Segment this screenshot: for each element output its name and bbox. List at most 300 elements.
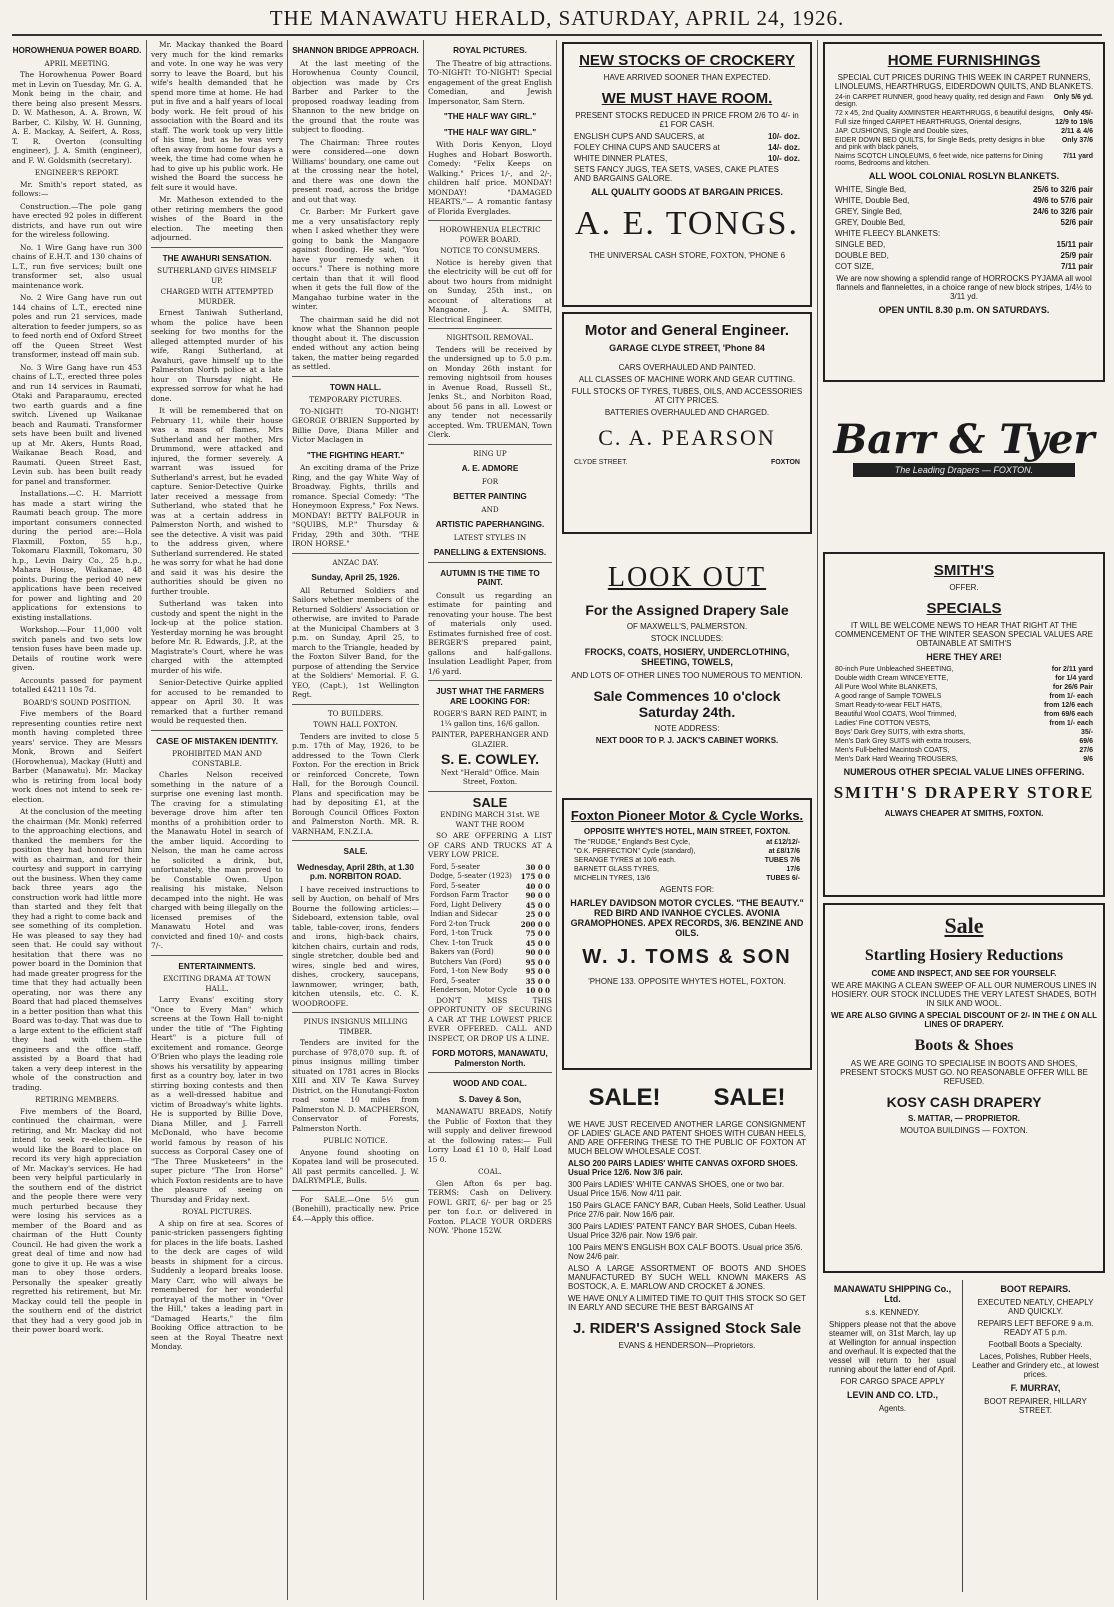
item-label: 24-in CARPET RUNNER, good heavy quality, red design and Fawn design. — [835, 94, 1044, 108]
ad-text: 'PHONE 133. OPPOSITE WHYTE'S HOTEL, FOXTON. — [588, 977, 786, 986]
item-price: from 12/6 each — [1043, 702, 1093, 709]
paragraph: Ernest Taniwah Sutherland, whom the police have been seeking for two months for the alleged attempted murder of his wife, Rangi Sutherland, at Awahuri, gave himself up to the Palmerston North police at a late hour on Thursday night. He expressed sorrow for what he had done. — [151, 308, 283, 403]
paragraph: A ship on fire at sea. Scores of panic-stricken passengers fighting for places in the life boats. Lashed to the deck are cages of wild beasts in shipment for a circus. Suddenly a leopard breaks loose. Mary Carr, who will always be remembered for her wonderful portrayal of the mother in "Over the Hill," takes a leading part in "Damaged Hearts," the film Booking Office attraction to be seen at the Royal Theatre next Monday. — [151, 1218, 283, 1351]
paragraph: The Theatre of big attractions. TO-NIGHT! TO-NIGHT! Special engagement of the great English Comedian, and Jewish Impersonator, Sam Stern. — [428, 58, 552, 106]
paragraph: The Horowhenua Power Board met in Levin on Tuesday, Mr. G. A. Monk being in the chair, and there being also present Messrs. D. W. Matheson, A. A. Brown, W. Barber, C. Kilsby, W. H. Gunning, A. E. Mackay, A. Seifert, A. Ross, T. R. Overton (consulting engineer), J. A. Smith (engineer), and F. W. Goldsmith (secretary). — [12, 70, 142, 165]
item-label: 80-inch Pure Unbleached SHEETING, — [835, 666, 954, 673]
item-label: Chev. 1-ton Truck — [430, 938, 493, 947]
price-row — [835, 128, 1093, 135]
item-label: Ford, 5-seater — [430, 881, 480, 890]
subhead: ANZAC DAY. — [332, 557, 379, 567]
price-row — [835, 702, 1093, 709]
ad-text: ALL CLASSES OF MACHINE WORK AND GEAR CUTTING. — [578, 375, 796, 384]
price-row — [835, 207, 1093, 216]
item-price: 10 0 0 — [525, 986, 550, 995]
subhead: AND — [481, 504, 499, 514]
ad-headline: WE MUST HAVE ROOM. — [601, 90, 773, 107]
feature-title: PANELLING & EXTENSIONS. — [433, 548, 547, 557]
advertiser-name: J. RIDER'S Assigned Stock Sale — [572, 1320, 802, 1337]
ad-text: AGENTS FOR: — [659, 885, 715, 894]
feature-title: BETTER PAINTING — [453, 492, 527, 501]
item-price: 75 0 0 — [525, 929, 550, 938]
price-row — [835, 720, 1093, 727]
item-label: Butchers Van (Ford) — [430, 957, 502, 966]
item-price: at £8/17/6 — [768, 848, 800, 855]
ad-text: We are now showing a splendid range of HORROCKS PYJAMA all wool flannels and flannelettes, in a choice range of new block stripes, 1/4½ to 3/11 yd. — [836, 274, 1092, 301]
ad-crockery — [562, 42, 812, 307]
subhead: TOWN HALL FOXTON. — [313, 720, 398, 729]
item-price: 10/- doz. — [767, 132, 800, 141]
advertiser-name: SMITH'S DRAPERY STORE — [833, 783, 1095, 802]
item-label: SERANGE TYRES at 10/6 each. — [574, 857, 676, 864]
subhead: CHARGED WITH ATTEMPTED MURDER. — [160, 287, 274, 306]
ad-text: NEXT DOOR TO P. J. JACK'S CABINET WORKS. — [595, 736, 779, 745]
ad-text: HARLEY DAVIDSON MOTOR CYCLES. "THE BEAUTY." RED BIRD AND IVANHOE CYCLES. AVONIA GRAMOPHONES. APEX RECORDS, 3/6. BENZINE AND OILS. — [570, 898, 804, 938]
paragraph: Construction.—The pole gang have erected 92 poles in different districts, and have run out wire for the wireless following. — [12, 201, 142, 239]
item-price: 40 0 0 — [525, 881, 550, 891]
paragraph: At the last meeting of the Horowhenua County Council, objection was made by Crs Barber and Parker to the proposed roadway leading from Shannon to the new bridge on the ground that the route was subject to flooding. — [292, 58, 419, 134]
price-row — [835, 218, 1093, 227]
ad-headline: LOOK OUT — [607, 562, 767, 593]
ad-text: SPECIAL CUT PRICES DURING THIS WEEK IN CARPET RUNNERS, LINOLEUMS, HEARTHRUGS, EIDERDOWN QUILTS, AND BLANKETS. — [834, 73, 1094, 91]
item-price: 9/6 — [1083, 756, 1093, 763]
paragraph: Mr. Matheson extended to the other retiring members the good wishes of the Board in the election. The meeting then adjourned. — [151, 195, 283, 242]
ad-headline: Sale Commences 10 o'clock Saturday 24th. — [593, 688, 781, 720]
item-label: FOLEY CHINA CUPS AND SAUCERS at — [574, 143, 720, 152]
paragraph: It will be remembered that on February 11, while their house was a mass of flames, Mrs Sutherland and her mother, Mrs Drummond, were attacked and injured, the former severely. A warrant was issued for Sutherland's arrest, but he evaded capture. Senior-Detective Quirke later received a message from Sutherland, who stated that he was at a certain address in Palmerston North, and wished to see the detective. A visit was paid to the address given, where Sutherland surrendered. He stated he was sorry for what he had done and said it was his desire the authorities should be given no further trouble. — [151, 406, 283, 596]
item-label: Boys' Dark Grey SUITS, with extra shorts, — [835, 729, 966, 736]
item-label: Ford 2-ton Truck — [430, 919, 491, 928]
subhead: EXCITING DRAMA AT TOWN HALL. — [163, 974, 271, 993]
headline: TOWN HALL. — [329, 382, 382, 392]
price-row — [835, 94, 1093, 108]
item-price: 15/11 pair — [1056, 240, 1093, 249]
item-price: 90 0 0 — [525, 891, 550, 900]
price-row — [430, 958, 550, 968]
ad-text: FULL STOCKS OF TYRES, TUBES, OILS, AND ACCESSORIES AT CITY PRICES. — [571, 387, 803, 405]
item-price: 49/6 to 57/6 pair — [1032, 196, 1093, 205]
headline: SALE. — [343, 847, 368, 856]
headline: SALE — [472, 794, 508, 810]
item-price: 52/6 pair — [1060, 218, 1093, 227]
ad-text: NOTE ADDRESS: — [654, 724, 720, 733]
ad-barr-tyer — [823, 386, 1105, 546]
price-row — [835, 110, 1093, 117]
item-label: Beautiful Wool COATS, Wool Trimmed, — [835, 711, 957, 718]
price-row — [430, 901, 550, 911]
price-row — [430, 891, 550, 901]
item-label: All Pure Wool White BLANKETS, — [835, 684, 938, 691]
item-label: JAP. CUSHIONS, Single and Double sizes, — [835, 128, 969, 135]
subhead: NOTICE TO CONSUMERS. — [440, 246, 540, 255]
subhead: BOARD'S SOUND POSITION. — [22, 697, 132, 707]
price-row — [430, 977, 550, 987]
price-row — [835, 196, 1093, 205]
paragraph: SO ARE OFFERING A LIST OF CARS AND TRUCKS AT A VERY LOW PRICE. — [428, 831, 552, 859]
ad-headline: SALE! — [713, 1084, 786, 1111]
ad-headline: SALE! — [588, 1084, 661, 1111]
item-price: TUBES 6/- — [766, 875, 800, 882]
ad-boot-repairs — [966, 1280, 1105, 1592]
ad-headline: Sale — [944, 913, 984, 938]
subhead: RING UP — [473, 448, 507, 458]
paragraph: TO-NIGHT! TO-NIGHT! GEORGE O'BRIEN Supported by Billie Dove, Diana Miller and Victor Maclagen in — [292, 406, 419, 444]
price-row — [835, 729, 1093, 736]
paragraph: No. 2 Wire Gang have run out 144 chains of L.T., erected nine poles and run 21 services, made alteration to feeder jumpers, so as to feed north end of Oxford Street off the Queen Street West transformer, instead off main sub. — [12, 293, 142, 359]
price-row — [835, 240, 1093, 249]
price-list — [825, 94, 1103, 167]
price-row — [574, 839, 800, 846]
price-row — [574, 132, 800, 141]
item-price: for 1/4 yard — [1055, 675, 1093, 682]
ad-text: STOCK INCLUDES: — [650, 634, 724, 643]
paragraph: Sutherland was taken into custody and spent the night in the lock-up at the police station. Yesterday morning he was brought before Mr. R. Edwards, J.P., at the Magistrate's Court, where he was charged with the attempted murder of his wife. — [151, 599, 283, 675]
item-price: 35 0 0 — [525, 976, 550, 986]
ad-text: REPAIRS LEFT BEFORE 9 a.m. READY AT 5 p.m. — [977, 1319, 1094, 1337]
price-list — [564, 132, 810, 183]
masthead-rule — [12, 34, 1102, 36]
ad-text: ALWAYS CHEAPER AT SMITHS, FOXTON. — [884, 809, 1044, 818]
paragraph: For SALE.—One 5½ gun (Bonehill), practically new. Price £4.—Apply this office. — [292, 1194, 419, 1223]
paragraph: All Returned Soldiers and Sailors whether members of the Returned Soldiers' Association or otherwise, are invited to Parade at the Municipal Chambers at 3 p.m. on Sunday, April 25, to march to the Triangle, headed by the Foxton Silver Band, for the purpose of attending the Service at the Soldiers' Memorial. F. G. YEO, (Capt.), 1st Wellington Regt. — [292, 585, 419, 699]
paragraph: Tenders are invited to close 5 p.m. 17th of May, 1926, to be addressed to the Town Clerk Foxton. For the erection in Brick or reinforced Concrete, Town Hall, for the Borough Council. Plans and specification may be had by depositing £1, at the Borough Council Offices Foxton and Palmerston North. MR. R. VARNHAM, F.N.Z.I.A. — [292, 731, 419, 836]
ad-headline: SMITH'S — [933, 562, 995, 579]
paragraph: Anyone found shooting on Kopatea land will be prosecuted. All past permits cancelled. J. W. DALRYMPLE, Bulls. — [292, 1147, 419, 1185]
item-price: 17/6 — [786, 866, 800, 873]
ad-text: BATTERIES OVERHAULED AND CHARGED. — [604, 408, 770, 417]
price-row — [835, 711, 1093, 718]
ad-text: WE ARE MAKING A CLEAN SWEEP OF ALL OUR NUMEROUS LINES IN HOSIERY. OUR STOCK INCLUDES THE VERY LATEST SHADES, BOTH IN SILK AND WOOL. — [831, 981, 1097, 1008]
ad-kosy-cash-drapery — [823, 903, 1105, 1273]
column-4 — [428, 40, 552, 1600]
ad-text: PRESENT STOCKS REDUCED IN PRICE FROM 2/6 TO 4/- in £1 FOR CASH. — [575, 111, 799, 129]
ad-text: Shippers please not that the above steamer will, on 31st March, lay up at Wellington for annual inspection and overhaul. It is expected that the vessel will return to her usual running about the latter end of April. — [829, 1320, 956, 1374]
subhead: APRIL MEETING. — [44, 58, 110, 68]
paragraph: Mr. Smith's report stated, as follows:— — [12, 179, 142, 198]
subhead: Next "Herald" Office. Main Street, Foxton. — [440, 767, 540, 786]
item-label: A good range of Sample TOWELS — [835, 693, 942, 700]
feature-title: "THE HALF WAY GIRL." — [443, 127, 537, 137]
price-row — [835, 153, 1093, 167]
subhead: PUBLIC NOTICE. — [323, 1136, 388, 1145]
item-label: GREY, Single Bed, — [835, 207, 903, 216]
paragraph: DON'T MISS THIS OPPORTUNITY OF SECURING A CAR AT THE LOWEST PRICE EVER OFFERED. CALL AND INSPECT, OR DROP US A LINE. — [428, 995, 552, 1043]
subhead: COAL. — [478, 1167, 502, 1176]
paragraph: Cr. Barber: Mr Furkert gave me a very unsatisfactory reply when I asked whether they were going to bank the Mangaore against flooding. He said, "You have your remedy when it occurs." There is nothing more certain than that it will flood when it gets the full flow of the Mangahao turbine water in the winter. — [292, 207, 419, 311]
advertiser-name: A. E. TONGS. — [575, 205, 799, 242]
advertiser-name: S. E. COWLEY. — [440, 751, 539, 767]
ad-text: Laces, Polishes, Rubber Heels, Leather and Grindery etc., at lowest prices. — [972, 1352, 1099, 1379]
paragraph: The chairman said he did not know what the Shannon people thought about it. The discussion ended without any action being taken, the matter being regarded as settled. — [292, 314, 419, 371]
ad-text: WE HAVE JUST RECEIVED ANOTHER LARGE CONSIGNMENT OF LADIES' GLACE AND PATENT SHOES WITH CUBAN HEELS, AND ARE OFFERING THESE TO THE PUBLIC OF FOXTON AT MUCH BELOW WHOLESALE COST. — [568, 1120, 806, 1156]
item-label: Ford, 1-ton New Body — [430, 967, 508, 975]
item-price: at £12/12/- — [766, 839, 800, 846]
ad-headline: Motor and General Engineer. — [584, 322, 790, 339]
headline: ENTERTAINMENTS. — [178, 961, 256, 971]
subhead: TO BUILDERS. — [327, 708, 384, 718]
date-line: Wednesday, April 28th, at 1.30 p.m. NORBITON ROAD. — [297, 862, 414, 881]
paragraph: With Doris Kenyon, Lloyd Hughes and Hobart Bosworth. Comedy: "Felix Keeps on Walking." Prices 1/-, and 2/-, children half price. MONDAY! MONDAY! "DAMAGED HEARTS."— A romantic fantasy of Florida Everglades. — [428, 140, 552, 216]
ad-text: ALSO A LARGE ASSORTMENT OF BOOTS AND SHOES MANUFACTURED BY SUCH WELL KNOWN MAKERS AS BOSTOCK, A. E. MARLOW AND CROCKET & JONES. — [568, 1264, 806, 1291]
item-label: The "RUDGE," England's Best Cycle, — [574, 839, 691, 846]
advertiser-name: KOSY CASH DRAPERY — [886, 1094, 1042, 1110]
paragraph: An exciting drama of the Prize Ring, and the gay White Way of Broadway. Fights, thrills and romance. Special Comedy: "The Honeymoon Express," Fox News. MONDAY! BETTY BALFOUR in "SQUIBS, M.P." Thursday & Friday, 29th and 30th. "THE IRON HORSE." — [292, 463, 419, 548]
item-label: Ford, 5-seater — [430, 976, 480, 985]
headline: WOOD AND COAL. — [453, 1079, 527, 1088]
paragraph: Mr. Mackay thanked the Board very much for the kind remarks and vote. In one way he was very sorry to leave the Board, but his wife's health demanded that he spend more time at home. He had put in five and a half years of local body work. He felt proud of his association with the Board and its staff. The work took up very little of his time, but as he was very often away from home four days a week, the time had come when he had to give up his public work. He wished the Board the success he felt sure it would have. — [151, 40, 283, 192]
item-label: WHITE, Single Bed, — [835, 185, 907, 194]
ad-text: HERE THEY ARE! — [926, 652, 1002, 662]
column-2 — [151, 40, 283, 1600]
ad-text: ALSO 200 PAIRS LADIES' WHITE CANVAS OXFORD SHOES. Usual Price 12/6. Now 3/6 pair. — [568, 1159, 798, 1177]
subhead: LATEST STYLES IN — [453, 532, 527, 542]
price-row — [835, 229, 1093, 238]
item-label: Fordson Farm Tractor — [430, 891, 509, 899]
price-row — [574, 848, 800, 855]
subhead: SUTHERLAND GIVES HIMSELF UP. — [157, 266, 277, 285]
subhead: ROGER'S BARN RED PAINT, in 1¼ gallon tins, 16/6 gallon. — [433, 709, 547, 728]
ad-text: OPPOSITE WHYTE'S HOTEL, MAIN STREET, FOXTON. — [583, 827, 791, 836]
item-price: for 2/11 yard — [1051, 666, 1093, 673]
item-price: 95 0 0 — [525, 967, 550, 976]
ad-shipping — [823, 1280, 963, 1592]
item-price: 175 0 0 — [520, 872, 550, 881]
paragraph: I have received instructions to sell by Auction, on behalf of Mrs Bourne the following articles:—Sideboard, extension table, oval table, table-cover, irons, fenders and irons, high-back chairs, kitchen chairs, curtain and rods, single stretcher, double bed and wires, single bed and wires, dishes, crockery, saucepans, lawnmower, wringer, bath, kitchen utensils, etc. C. K. WOODROOFE. — [292, 884, 419, 1008]
ad-headline: NEW STOCKS OF CROCKERY — [579, 52, 795, 69]
item-label: Full size fringed CARPET HEARTHRUGS, Oriental designs, — [835, 119, 1022, 126]
ad-text: MOUTOA BUILDINGS — FOXTON. — [900, 1126, 1028, 1135]
ad-text: FROCKS, COATS, HOSIERY, UNDERCLOTHING, SHEETING, TOWELS, — [584, 647, 790, 667]
price-row — [430, 948, 550, 958]
column-1 — [12, 40, 142, 1600]
item-label: SINGLE BED, — [835, 240, 886, 249]
ad-text: OF MAXWELL'S, PALMERSTON. — [626, 622, 748, 631]
column-rule — [556, 40, 557, 1600]
item-price: 200 0 0 — [520, 919, 550, 929]
item-price: 25 0 0 — [525, 910, 550, 919]
price-row — [835, 119, 1093, 126]
paragraph: Five members of the Board, continued the chairman, were retiring, and Mr. Mackay did not intend to seek re-election. He would like the Board to place on record its very high appreciation of Mr. Mackay's services. He had been very helpful particularly in the southern end of the district and the people there were very much perturbed because they were losing his services as a member of the Board and as chairman of the Hutt County Council. He had given the work a great deal of time and now had gone to give it up. He was a wise man to obey those orders. Personally the speaker greatly regretted his retirement, but Mr. Mackay could tell the people in the southern end of the district that they had a very good job in their power board work. — [12, 1106, 142, 1334]
paragraph: Five members of the Board representing counties retire next month having completed three years' service. They are Messrs Monk, Brown and Seifert (Horowhenua), Mackay (Hutt) and Barber (Manawatu). Mr. Mackay who is retiring from local body work does not intend to seek re-election. — [12, 709, 142, 804]
store-logo: Barr & Tyer — [833, 416, 1095, 463]
headline: CASE OF MISTAKEN IDENTITY. — [156, 736, 278, 746]
column-3 — [292, 40, 419, 1600]
column-rule — [146, 40, 147, 1600]
item-label: EIDER DOWN BED QUILTS, for Single Beds, pretty designs in blue and pink with black panels, — [835, 137, 1045, 151]
item-price: Only 45/- — [1063, 110, 1093, 117]
price-row — [835, 747, 1093, 754]
item-label: COT SIZE, — [835, 262, 874, 271]
item-label: WHITE, Double Bed, — [835, 196, 910, 205]
subhead: HOROWHENUA ELECTRIC POWER BOARD. — [439, 225, 541, 244]
paragraph: MANAWATU BREADS, Notify the Public of Foxton that they will supply and deliver firewood at the following rates:— Full Lorry Load £1 10 0, Half Load 15 0. — [428, 1107, 552, 1164]
price-row — [835, 756, 1093, 763]
ad-text: AS WE ARE GOING TO SPECIALISE IN BOOTS AND SHOES, PRESENT STOCKS MUST GO. NO REASONABLE OFFER WILL BE REFUSED. — [840, 1059, 1088, 1086]
item-label: Ford, 1-ton Truck — [430, 929, 493, 937]
ad-text: BOOT REPAIRER, HILLARY STREET. — [984, 1397, 1087, 1415]
feature-title: ARTISTIC PAPERHANGING. — [435, 520, 545, 529]
price-row — [574, 154, 800, 163]
subhead: PINUS INSIGNUS MILLING TIMBER. — [303, 1017, 408, 1036]
headline: AUTUMN IS THE TIME TO PAINT. — [440, 568, 540, 587]
price-row — [835, 738, 1093, 745]
ad-text: HAVE ARRIVED SOONER THAN EXPECTED. — [603, 73, 771, 82]
ad-text: OFFER. — [949, 583, 979, 592]
item-label: Men's Dark Hard Wearing TROUSERS, — [835, 756, 958, 763]
column-rule — [423, 40, 424, 1600]
price-row — [430, 986, 550, 996]
ad-text: WE ARE ALSO GIVING A SPECIAL DISCOUNT OF 2/- IN THE £ ON ALL LINES OF DRAPERY. — [831, 1011, 1097, 1029]
price-row — [835, 675, 1093, 682]
price-row — [430, 882, 550, 892]
paragraph: The Chairman: Three routes were considered—one down Williams' boundary, one came out at the crossing near the hotel, and there was one down the present road, across the bridge and out that way. — [292, 137, 419, 204]
price-row — [835, 666, 1093, 673]
ad-text: GARAGE CLYDE STREET, 'Phone 84 — [609, 343, 765, 353]
headline: THE AWAHURI SENSATION. — [162, 253, 272, 263]
advertiser-name: C. A. PEARSON — [598, 425, 776, 450]
paragraph: Larry Evans' exciting story "Once to Every Man" which screens at the Town Hall to-night under the title of "The Fighting Heart" is a picture full of excitement and romance. George O'Brien who plays the leading role shows his versatility by appearing first as a country boy, later in two stirring boxing contests and then as a well-dressed habitue and victim of Broadway's white lights. He is supported by Billie Dove, Diana Miller, and J. Farrell McDonald, who have become world famous by reason of his success as Corporal Casey one of "The Three Musketeers" in the super picture "The Iron Horse" which Foxton residents are to have the pleasure of seeing on Thursday and Friday next. — [151, 995, 283, 1204]
item-price: 7/11 yard — [1063, 153, 1093, 160]
item-price: from 1/- each — [1049, 720, 1093, 727]
ad-text: S. MATTAR, — PROPRIETOR. — [907, 1114, 1020, 1123]
item-label: Indian and Sidecar — [430, 910, 498, 918]
ad-text: THE UNIVERSAL CASH STORE, FOXTON, 'PHONE 6 — [588, 251, 786, 260]
item-label: Bakers van (Ford) — [430, 948, 494, 956]
price-row — [430, 910, 550, 920]
price-row — [835, 262, 1093, 271]
paragraph: Tenders are invited for the purchase of 978,070 sup. ft. of pinus insignus milling timber situated on 1781 acres in Blocks XIII and XIV Te Kawa Survey District, on the Hunutangi-Foxton road some 10 miles from Palmerston N. D. MACPHERSON, Conservator of Forests, Palmerston North. — [292, 1038, 419, 1133]
advertiser-name: F. MURRAY, — [1010, 1383, 1061, 1393]
item-label: Ladies' Fine COTTON VESTS, — [835, 720, 931, 727]
item-label: WHITE FLEECY BLANKETS: — [835, 229, 941, 238]
ad-text: s.s. KENNEDY. — [865, 1308, 920, 1317]
price-row — [430, 920, 550, 930]
item-price: 7/11 pair — [1060, 262, 1093, 271]
item-price: from 1/- each — [1049, 693, 1093, 700]
paragraph: Notice is hereby given that the electricity will be cut off for about two hours from midnight on Sunday, 25th inst., on account of alterations at Mangaone. J. A. SMITH, Electrical Engineer. — [428, 257, 552, 324]
ad-shoe-sale — [562, 1076, 812, 1596]
paragraph: Glen Afton 6s per bag. TERMS: Cash on Delivery. FOWL GRIT, 6/- per bag or 25 per ton f.o.r. or delivered in Foxton. PLACE YOUR ORDERS NOW. 'Phone 152W. — [428, 1178, 552, 1235]
item-price: 12/9 to 19/6 — [1055, 119, 1093, 126]
advertiser-name: W. J. TOMS & SON — [582, 946, 792, 968]
price-row — [835, 684, 1093, 691]
item-price: 69/6 — [1079, 738, 1093, 745]
item-price: 2/11 & 4/6 — [1061, 128, 1093, 135]
price-row — [430, 872, 550, 882]
ad-motor-engineer — [562, 312, 812, 534]
ad-text: FOR CARGO SPACE APPLY — [840, 1377, 945, 1386]
advertiser-name: S. Davey & Son, — [458, 1094, 522, 1104]
ad-text: NUMEROUS OTHER SPECIAL VALUE LINES OFFERING. — [843, 767, 1085, 777]
paragraph: No. 1 Wire Gang have run 300 chains of E.H.T. and 130 chains of L.T., run five services; built one transformer set, also usual maintenance work. — [12, 242, 142, 290]
masthead: THE MANAWATU HERALD, SATURDAY, APRIL 24, 1926. — [269, 6, 845, 30]
item-price: Only 5/6 yd. — [1053, 94, 1093, 101]
price-row — [574, 866, 800, 873]
store-tagline: The Leading Drapers — FOXTON. — [853, 463, 1075, 477]
ad-text: COME AND INSPECT, AND SEE FOR YOURSELF. — [871, 969, 1057, 978]
item-label: Ford, 5-seater — [430, 862, 480, 871]
item-label: 72 x 45, 2nd Quality AXMINSTER HEARTHRUGS, 6 beautiful designs, — [835, 110, 1055, 117]
item-label: Henderson, Motor Cycle — [430, 986, 518, 994]
headline: JUST WHAT THE FARMERS ARE LOOKING FOR: — [435, 687, 545, 706]
subhead: ENDING MARCH 31st. WE WANT THE ROOM — [440, 810, 540, 829]
date-line: Sunday, April 25, 1926. — [311, 573, 400, 582]
ad-smiths — [823, 552, 1105, 897]
item-price: from 69/6 each — [1043, 711, 1093, 718]
advertiser-name: FORD MOTORS, MANAWATU, Palmerston North. — [432, 1049, 548, 1068]
item-price: 25/6 to 32/6 pair — [1032, 185, 1093, 194]
item-label: Men's Full-belted Macintosh COATS, — [835, 747, 950, 754]
price-row — [430, 939, 550, 949]
item-price: for 26/6 Pair — [1052, 684, 1093, 691]
ad-text: EVANS & HENDERSON—Proprietors. — [618, 1341, 756, 1350]
ad-text: Football Boots a Specialty. — [988, 1340, 1083, 1349]
price-row — [835, 137, 1093, 151]
item-price: 95 0 0 — [525, 957, 550, 967]
paragraph: At the conclusion of the meeting the chairman (Mr. Monk) referred to the approaching elections, and thanked the members for the position they had honoured him with as chairman, and for their courtesy and support in carrying out the business. When they came back three years ago the construction work had little more than started and they felt that they had a right to come back and see something of its completion. He was pleased to say they had seen that. He could say without hesitation that there was no power board in the Dominion that had made greater progress for the time that they had actually been operating, nor was there any Board that had placed themselves in a better position than what this Board was to-day. That was due to a large extent to the efficient staff they had with them—the engineers and the office staff, assisted by a Board that had taken a very deep interest in the whole of the construction and trading. — [12, 807, 142, 1092]
paragraph: No. 3 Wire Gang have run 453 chains of L.T., erected three poles and run 14 services in Raumati, Otaki and Paraparaumu, erected two earth guards and a fine switch. Livened up Waikanae beach and Raumati. Transformer sets have been built and livened up at Mr. Akers, Hunts Road, Waikanae Beach Road, and Raumati. Queen Street East, Levin sub. has been built ready for panel and transformer. — [12, 362, 142, 486]
ad-text: WE HAVE ONLY A LIMITED TIME TO QUIT THIS STOCK SO GET IN EARLY AND SECURE THE BEST BARGAINS AT — [568, 1294, 806, 1312]
item-label: MICHELIN TYRES, 13/6 — [574, 875, 651, 882]
ad-text: CARS OVERHAULED AND PAINTED. — [618, 363, 756, 372]
item-label: Dodge, 5-seater (1923) — [430, 872, 512, 880]
item-price: 14/- doz. — [767, 143, 800, 152]
price-row — [574, 875, 800, 882]
ad-text: 300 Pairs LADIES' WHITE CANVAS SHOES, one or two bar. Usual Price 15/6. Now 4/11 pair. — [568, 1180, 785, 1198]
price-row — [574, 143, 800, 152]
paragraph: Accounts passed for payment totalled £4211 10s 7d. — [12, 675, 142, 694]
ad-text: IT WILL BE WELCOME NEWS TO HEAR THAT RIGHT AT THE COMMENCEMENT OF THE WINTER SEASON SPECIAL VALUES ARE OBTAINABLE AT SMITH'S — [835, 621, 1093, 648]
item-label: WHITE DINNER PLATES, — [574, 154, 668, 163]
ad-text: ALL WOOL COLONIAL ROSLYN BLANKETS. — [868, 171, 1060, 181]
ad-headline: HOME FURNISHINGS — [887, 52, 1041, 69]
ad-headline: Foxton Pioneer Motor & Cycle Works. — [570, 808, 804, 823]
paragraph: Senior-Detective Quirke applied for accused to be remanded to appear on April 30. It was remarked that a further remand would be requested then. — [151, 678, 283, 725]
item-price: 30 0 0 — [525, 862, 550, 872]
item-label: "O.K. PERFECTION" Cycle (standard), — [574, 848, 696, 855]
item-price: TUBES 7/6 — [764, 857, 800, 864]
ad-headline: Startling Hosiery Reductions — [864, 947, 1064, 964]
ad-text: OPEN UNTIL 8.30 p.m. ON SATURDAYS. — [878, 305, 1050, 315]
item-price: 24/6 to 32/6 pair — [1032, 207, 1093, 216]
paragraph: Workshop.—Four 11,000 volt switch panels and two sets low tension fuses have been made up. Details of routine work were given. — [12, 625, 142, 672]
item-label: DOUBLE BED, — [835, 251, 889, 260]
advertiser-name: LEVIN AND CO. LTD., — [847, 1390, 938, 1400]
price-row — [574, 857, 800, 864]
item-price: 25/9 pair — [1060, 251, 1093, 260]
subhead: RETIRING MEMBERS. — [35, 1095, 119, 1104]
item-price: 27/6 — [1079, 747, 1093, 754]
price-row — [430, 929, 550, 939]
ad-text: 300 Pairs LADIES' PATENT FANCY BAR SHOES, Cuban Heels. Usual Price 32/6 pair. Now 19/6 pair. — [568, 1222, 798, 1240]
item-label: Ford, Light Delivery — [430, 900, 502, 909]
headline: ROYAL PICTURES. — [453, 46, 527, 55]
item-price: 35/- — [1080, 729, 1093, 736]
item-label: SETS FANCY JUGS, TEA SETS, VASES, CAKE PLATES AND BARGAINS GALORE. — [574, 165, 779, 183]
feature-title: "THE HALF WAY GIRL." — [443, 112, 537, 121]
ad-text: AND LOTS OF OTHER LINES TOO NUMEROUS TO MENTION. — [571, 671, 803, 680]
address-right: FOXTON — [770, 459, 800, 466]
item-price: 45 0 0 — [525, 938, 550, 948]
item-label: Nairns SCOTCH LINOLEUMS, 6 feet wide, nice patterns for Dining rooms, Bedrooms and kitchen. — [835, 153, 1043, 167]
item-price: Only 37/6 — [1061, 137, 1093, 144]
headline: HOROWHENUA POWER BOARD. — [12, 46, 142, 55]
item-price: 10/- doz. — [767, 154, 800, 163]
ad-headline: SPECIALS — [926, 600, 1002, 617]
headline: SHANNON BRIDGE APPROACH. — [292, 46, 419, 55]
item-label: Smart Ready-to-wear FELT HATS, — [835, 702, 942, 709]
subhead: ENGINEER'S REPORT. — [34, 168, 120, 177]
